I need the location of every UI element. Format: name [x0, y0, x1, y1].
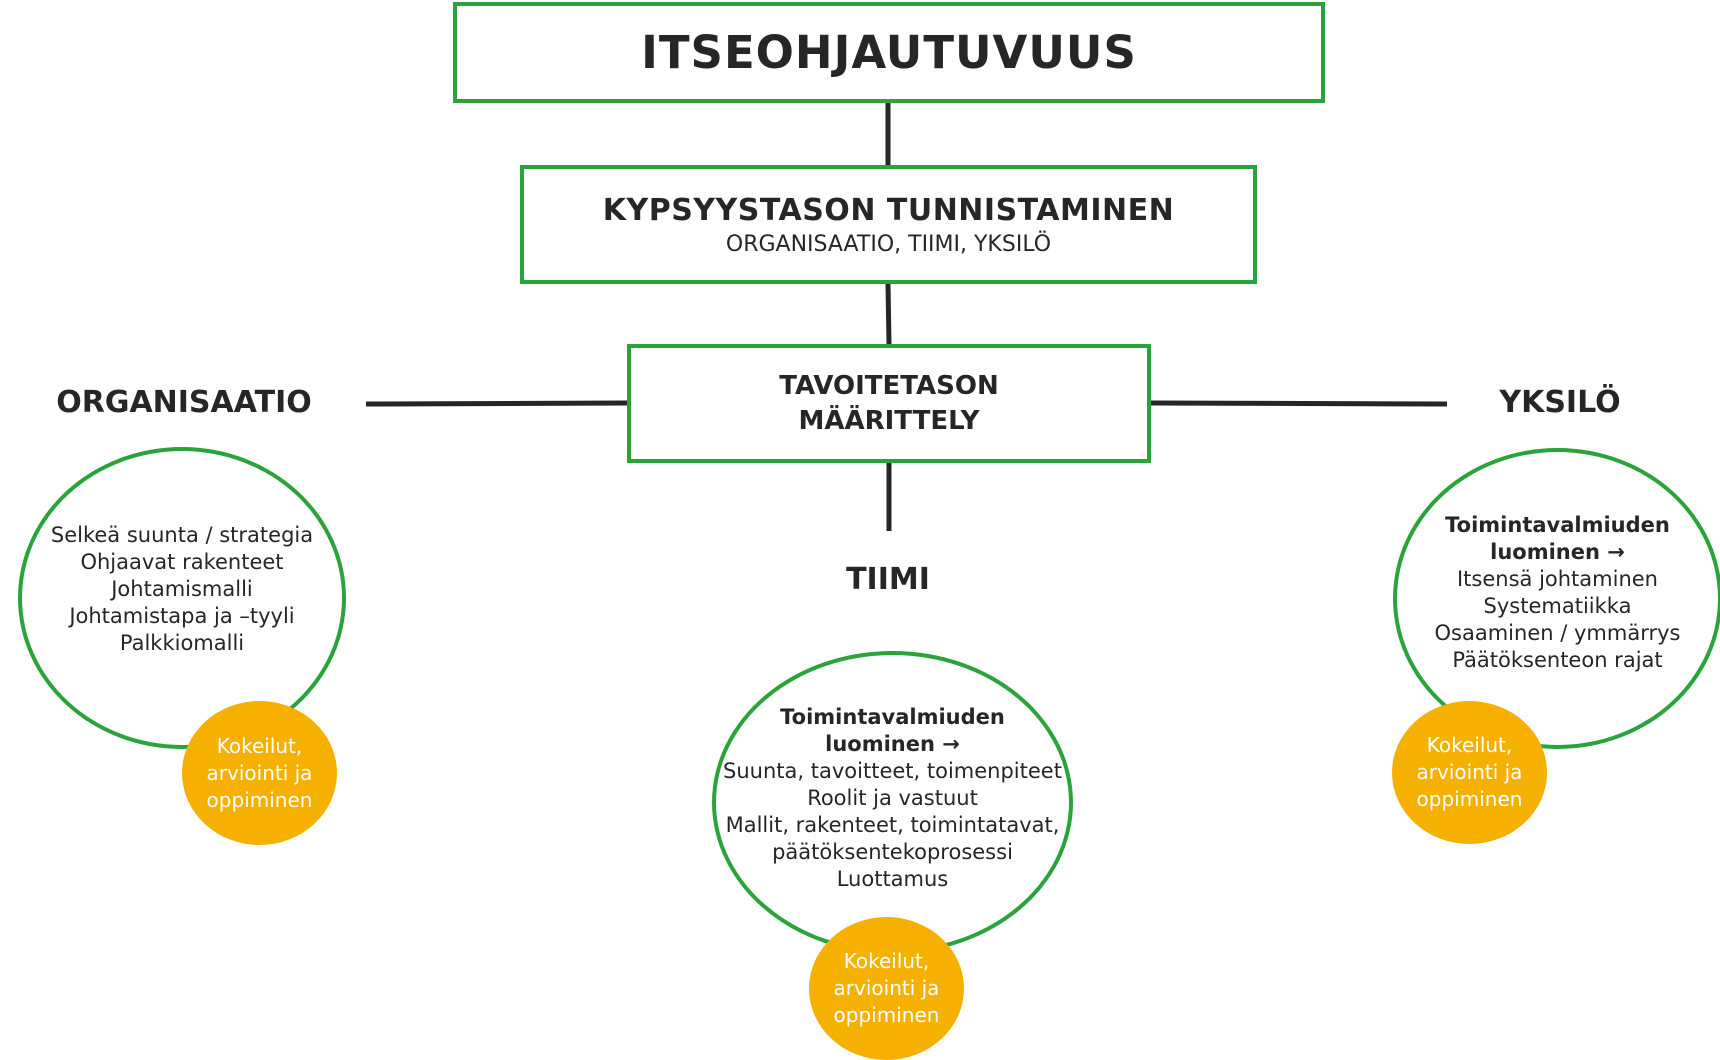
organisation-item: Palkkiomalli: [119, 630, 245, 655]
goal-line-2: MÄÄRITTELY: [798, 405, 980, 436]
organisation-experiments-badge: [182, 701, 337, 845]
individual-circle: [1393, 448, 1720, 749]
connector-maturity-to-goal: [888, 284, 889, 344]
maturity-subtitle: ORGANISAATIO, TIIMI, YKSILÖ: [725, 231, 1052, 257]
team-lead-line-2: luominen →: [825, 732, 960, 756]
organisation-item: Johtamistapa ja –tyyli: [69, 603, 295, 628]
connector-goal-to-individual: [1151, 403, 1447, 404]
team-item: päätöksentekoprosessi: [772, 840, 1013, 864]
maturity-title: KYPSYYSTASON TUNNISTAMINEN: [602, 192, 1175, 228]
individual-lead-line-1: Toimintavalmiuden: [1445, 512, 1670, 537]
organisation-badge-text: Kokeilut, arviointi ja oppiminen: [206, 733, 313, 812]
individual-item: Päätöksenteon rajat: [1452, 647, 1663, 672]
goal-box: [627, 344, 1151, 463]
team-lead-line-1: Toimintavalmiuden: [780, 705, 1005, 729]
team-circle: [712, 651, 1073, 954]
diagram-title: ITSEOHJAUTUVUUS: [641, 26, 1137, 79]
organisation-item: Selkeä suunta / strategia: [50, 522, 314, 547]
team-item: Mallit, rakenteet, toimintatavat,: [725, 813, 1060, 837]
organisation-item: Ohjaavat rakenteet: [80, 549, 284, 574]
individual-item: Systematiikka: [1483, 593, 1632, 618]
individual-lead-line-2: luominen →: [1490, 539, 1625, 564]
team-item: Roolit ja vastuut: [807, 786, 978, 810]
individual-item: Osaaminen / ymmärrys: [1434, 620, 1681, 645]
title-box: [453, 2, 1325, 103]
organisation-circle: [18, 447, 346, 749]
team-badge-text: Kokeilut, arviointi ja oppiminen: [833, 949, 940, 1027]
connector-goal-to-organisation: [366, 403, 627, 404]
individual-experiments-badge: [1392, 701, 1547, 844]
organisation-item: Johtamismalli: [111, 576, 253, 601]
maturity-box: [520, 165, 1257, 284]
team-item: Luottamus: [836, 867, 949, 891]
goal-line-1: TAVOITETASON: [779, 370, 999, 401]
organisation-heading: ORGANISAATIO: [56, 385, 312, 420]
team-item: Suunta, tavoitteet, toimenpiteet: [723, 759, 1062, 783]
individual-item: Itsensä johtaminen: [1456, 566, 1658, 591]
team-heading: TIIMI: [846, 562, 930, 597]
individual-badge-text: Kokeilut, arviointi ja oppiminen: [1416, 733, 1523, 811]
individual-heading: YKSILÖ: [1499, 385, 1621, 420]
team-experiments-badge: [809, 917, 964, 1060]
